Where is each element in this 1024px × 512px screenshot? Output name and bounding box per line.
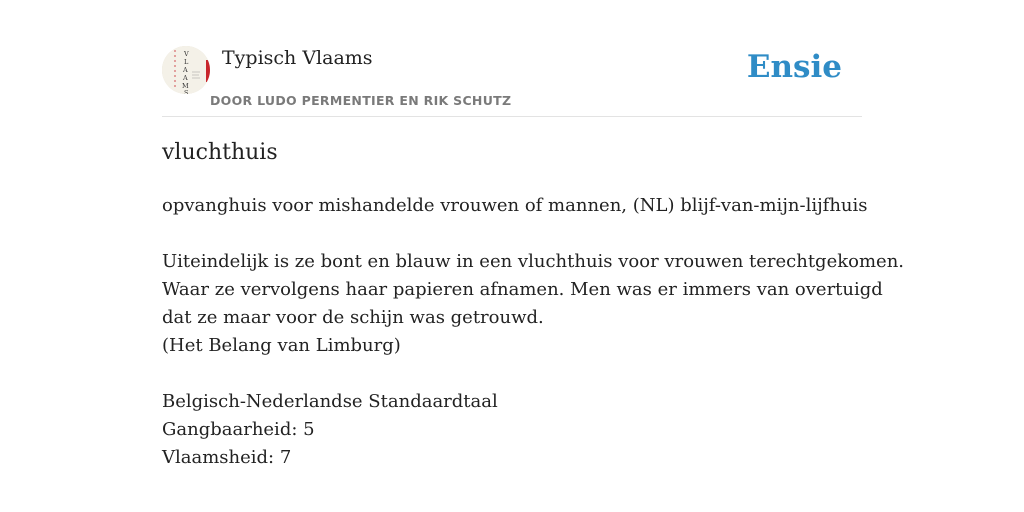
- example-source: (Het Belang van Limburg): [162, 335, 401, 356]
- example-line: Waar ze vervolgens haar papieren afnamen. Men was er immers van overtuigd: [162, 279, 883, 300]
- example-line: Uiteindelijk is ze bont en blauw in een vluchthuis voor vrouwen terechtgekomen.: [162, 251, 905, 272]
- book-cover-logo[interactable]: [162, 46, 210, 94]
- entry-term: vluchthuis: [162, 140, 278, 165]
- entry-frequency: Gangbaarheid: 5: [162, 419, 315, 440]
- logo-letter: A: [183, 66, 188, 74]
- entry-body: [162, 192, 905, 472]
- logo-letter: M: [182, 82, 189, 90]
- book-authors: DOOR LUDO PERMENTIER EN RIK SCHUTZ: [210, 93, 512, 108]
- book-cover-icon: [162, 46, 210, 94]
- entry-definition: opvanghuis voor mishandelde vrouwen of mannen, (NL) blijf-van-mijn-lijfhuis: [162, 195, 868, 216]
- logo-letter: V: [184, 50, 189, 58]
- entry-card: [162, 0, 905, 512]
- example-line: dat ze maar voor de schijn was getrouwd.: [162, 307, 544, 328]
- ensie-brand-logo[interactable]: Ensie: [746, 49, 842, 85]
- book-title[interactable]: Typisch Vlaams: [222, 47, 373, 69]
- entry-header: [162, 44, 862, 117]
- logo-letter: A: [183, 74, 188, 82]
- entry-language: Belgisch-Nederlandse Standaardtaal: [162, 391, 498, 412]
- spacer: [162, 220, 862, 248]
- spacer: [162, 360, 862, 388]
- entry-flemishness: Vlaamsheid: 7: [162, 447, 292, 468]
- logo-letter: L: [184, 58, 189, 66]
- logo-letter: S: [184, 89, 189, 94]
